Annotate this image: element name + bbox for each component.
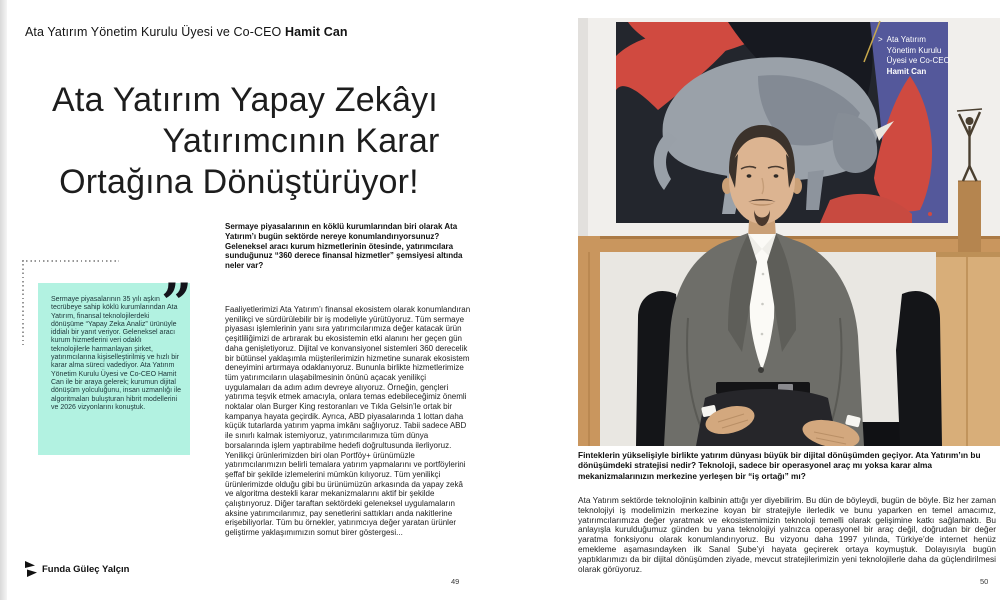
page-number-left: 49 bbox=[451, 577, 460, 586]
author-credit bbox=[24, 561, 129, 577]
kicker-prefix: Ata Yatırım Yönetim Kurulu Üyesi ve Co-CEO bbox=[25, 25, 285, 39]
caption-line-2: Yönetim Kurulu bbox=[886, 45, 942, 55]
left-answer: Faaliyetlerimizi Ata Yatırım’ı finansal ekosistem olarak konumlandıran yenilikçi ve sürdürülebilir bir iş modeliyle yürütüyoruz. Tüm sermaye piyasası işlemlerinin yanı sıra yatırımcılarımıza değer katacak ürün çeşitliliğimizi de artırarak bu ekosistemin etki alanını her geçen gün daha genişletiyoruz. Dijital ve konvansiyonel sistemleri 360 derecelik bir bütünsel yaklaşımla müşterilerimizin hizmetine sunarak ekosistem deneyimini artırmaya odaklanıyoruz. Bununla birlikte hizmetlerimize tüm yatırımcıların ulaşabilmesinin önünü açacak yenilikçi uygulamaları da adım adım devreye alıyoruz. Örneğin, gençleri yatırıma teşvik etmek amacıyla, onlara temas edebileceğimiz önemli noktalar olan Burger King restoranları ve Tıkla Gelsin’le ortak bir kampanya hayata geçirdik. Ayrıca, ABD piyasalarında 1 lottan daha küçük tutarlarda yatırım yapma imkânı sağlıyoruz. Tabii sadece ABD ile sınırlı kalmak istemiyoruz, yatırımcılarımıza tüm dünya borsalarında işlem yaptırabilme hedefi doğrultusunda ilerliyoruz. Yenilikçi ürünlerimizden biri olan Portföy+ ürünümüzle yatırımcılarımızın belirli temalara yatırım yapmalarını ve portföylerini şeffaf bir şekilde izlemelerini mümkün kılıyoruz. Tüm yenilikçi ürünlerimizde olduğu gibi bu ürünümüzün arkasında da yapay zekâ ve algoritma destekli karar mekanizmalarını aktif bir şekilde çalıştırıyoruz. Diğer taraftan sektördeki geleneksel uygulamaların aksine yatırımcılarımız, pay senetlerini sattıkları anda nakitlerine erişebiliyorlar. Tüm bu örnekler, yatırımcıya değer yaratan ürünler geliştirme yaklaşımımızın somut birer göstergesi... bbox=[225, 305, 471, 538]
author-name: Funda Güleç Yalçın bbox=[42, 563, 130, 575]
kicker-name: Hamit Can bbox=[284, 25, 348, 39]
caption-line-1: Ata Yatırım bbox=[886, 35, 926, 44]
title-line-3: Ortağına Dönüştürüyor! bbox=[59, 163, 419, 201]
kicker bbox=[25, 25, 348, 39]
pull-quote-box: Sermaye piyasalarının 35 yılı aşkın tecrübeye sahip köklü kurumlarından Ata Yatırım, finansal teknolojilerdeki dönüşüme “Yapay Zeka Analiz” ürünüyle iddialı bir yanıt veriyor. Geleneksel aracı kurum hizmetlerini veri odaklı teknolojilerle harmanlayan şirket, yatırımcılarına kişiselleştirilmiş ve hızlı bir karar alma süreci vadediyor. Ata Yatırım Yönetim Kurulu Üyesi ve Co-CEO Hamit Can ile bir araya gelerek; kurumun dijital dönüşüm yolculuğunu, insan uzmanlığı ile algoritmaları buluşturan hibrit modellerini ve 2026 vizyonlarını konuştuk. bbox=[38, 283, 190, 455]
dotted-rule-horizontal bbox=[22, 260, 119, 262]
interview-photo bbox=[578, 18, 1000, 446]
title-line-2: Yatırımcının Karar bbox=[162, 122, 440, 160]
photo-illustration bbox=[578, 18, 1000, 446]
page-number-right: 50 bbox=[980, 577, 989, 586]
page-edge-strip bbox=[0, 0, 7, 600]
caption-name: Hamit Can bbox=[886, 66, 927, 76]
dotted-rule-vertical bbox=[22, 260, 24, 345]
quote-mark-icon: ” bbox=[161, 271, 193, 335]
page-title bbox=[14, 80, 476, 203]
right-answer: Ata Yatırım sektörde teknolojinin kalbinin attığı yer diyebilirim. Bu dün de böyleydi, bugün de böyle. Biz her zaman teknolojiyi iş modelimizin merkezine koyan bir stratejiyle ilerledik ve bunu yaparken en temel amacımız, yatırımcılarımıza değer yaratmak ve ekosistemimizin teknoloji temelli olarak gelişimine katkı sağlamaktı. Bu anlayışla kurulduğumuz günden bu yana teknolojiyi yalnızca operasyonel bir araç değil, doğrudan bir değer yaratma fonksiyonu olarak konumlandırıyoruz. Bu vizyonu daha 1997 yılında, Türkiye’de internet henüz emekleme aşamasındayken ilk Sanal Şube’yi hayata geçirerek ortaya koymuştuk. Dolayısıyla bugün yaptıklarımızı da bir dijital dönüşümden ziyade, mevcut stratejilerimizin yeni teknolojilerle daha da güçlendirilmesi olarak görüyoruz. bbox=[578, 495, 996, 574]
publisher-logo-icon bbox=[24, 561, 37, 577]
caption-line-3: Üyesi ve Co-CEO bbox=[886, 56, 950, 65]
photo-caption bbox=[878, 35, 950, 77]
title-line-1: Ata Yatırım Yapay Zekâyı bbox=[52, 81, 438, 119]
right-question: Finteklerin yükselişiyle birlikte yatırım dünyası büyük bir dijital dönüşümden geçiyor. Ata Yatırım’ın bu dönüşümdeki stratejisi nedir? Teknoloji, sadece bir operasyonel araç mı yoksa karar alma mekanizmalarınızın merkezine yerleşen bir “iş ortağı” mı? bbox=[578, 450, 981, 481]
left-question: Sermaye piyasalarının en köklü kurumlarından biri olarak Ata Yatırım’ı bugün sektörde nereye konumlandırıyorsunuz? Geleneksel aracı kurum hizmetlerinin ötesinde, yatırımcılara sunduğunuz “360 derece finansal hizmetler” şemsiyesi altında neler var? bbox=[225, 222, 463, 271]
caption-arrow-icon: > bbox=[878, 35, 883, 44]
